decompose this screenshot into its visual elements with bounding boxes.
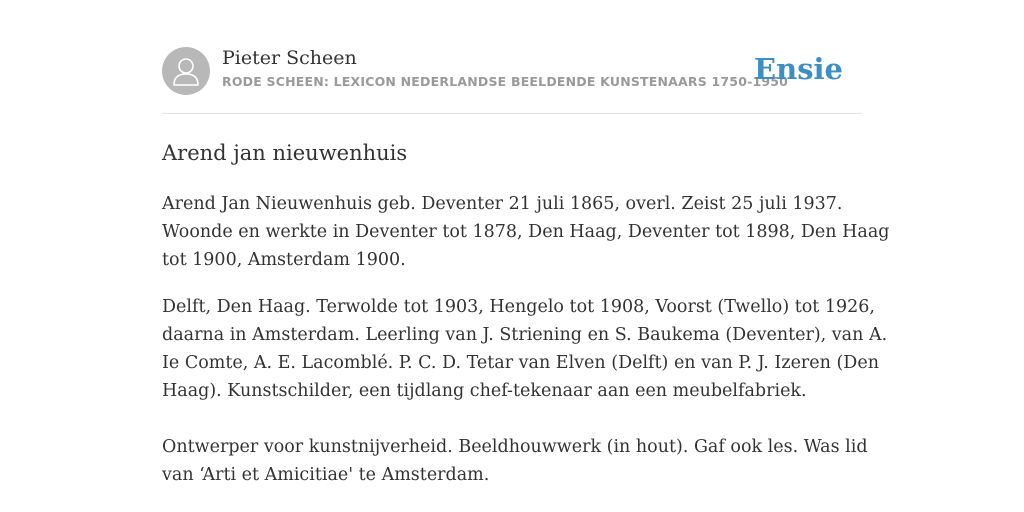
paragraph-line: daarna in Amsterdam. Leerling van J. Striening en S. Baukema (Deventer), van A. — [162, 325, 888, 345]
paragraph-line: Ie Comte, A. E. Lacomblé. P. C. D. Tetar van Elven (Delft) en van P. J. Izeren (Den — [162, 353, 879, 373]
brand-logo[interactable]: Ensie — [754, 52, 843, 86]
paragraph-line: Haag). Kunstschilder, een tijdlang chef-tekenaar aan een meubelfabriek. — [162, 381, 807, 401]
header-divider — [162, 113, 862, 114]
article-paragraph — [162, 293, 888, 405]
article-header — [162, 45, 862, 97]
author-name[interactable]: Pieter Scheen — [222, 47, 357, 69]
author-avatar[interactable] — [162, 47, 210, 95]
paragraph-line: Woonde en werkte in Deventer tot 1878, Den Haag, Deventer tot 1898, Den Haag — [162, 222, 890, 242]
paragraph-line: Arend Jan Nieuwenhuis geb. Deventer 21 juli 1865, overl. Zeist 25 juli 1937. — [162, 194, 843, 214]
source-title[interactable]: RODE SCHEEN: LEXICON NEDERLANDSE BEELDENDE KUNSTENAARS 1750-1950 — [222, 74, 789, 89]
paragraph-line: Delft, Den Haag. Terwolde tot 1903, Hengelo tot 1908, Voorst (Twello) tot 1926, — [162, 297, 875, 317]
paragraph-line: Ontwerper voor kunstnijverheid. Beeldhouwwerk (in hout). Gaf ook les. Was lid — [162, 437, 868, 457]
paragraph-line: tot 1900, Amsterdam 1900. — [162, 250, 406, 270]
article-paragraph — [162, 433, 868, 489]
paragraph-line: van ‘Arti et Amicitiae' te Amsterdam. — [162, 465, 490, 485]
article-paragraph — [162, 190, 890, 274]
user-icon — [162, 47, 210, 95]
page-title: Arend jan nieuwenhuis — [162, 141, 408, 165]
